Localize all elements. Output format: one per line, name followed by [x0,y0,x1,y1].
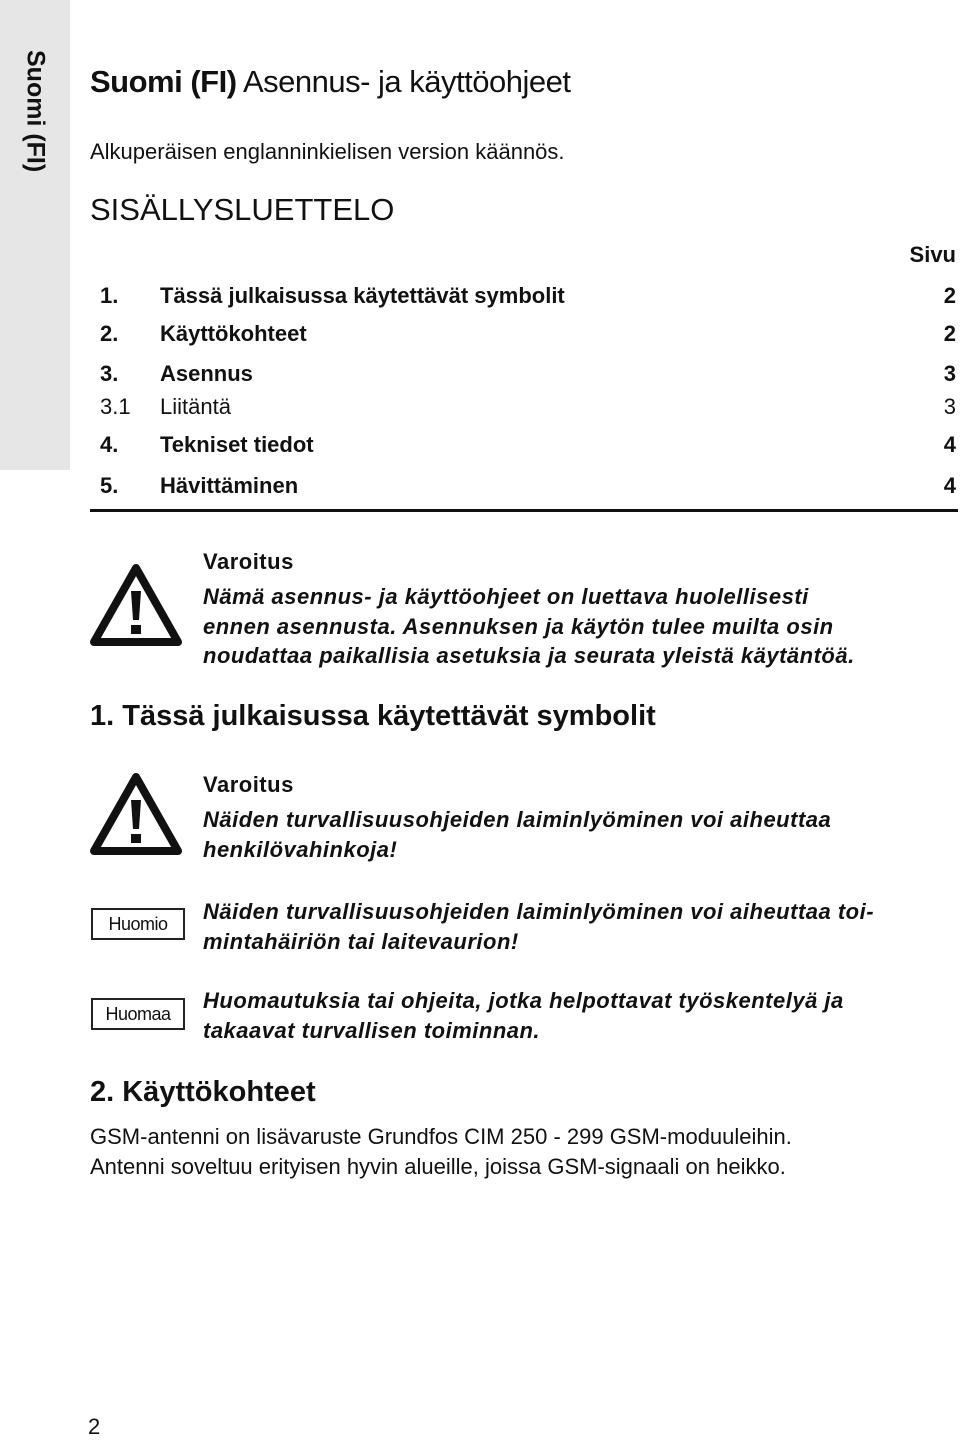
paragraph-line: Antenni soveltuu erityisen hyvin alueille, joissa GSM-signaali on heikko. [90,1153,786,1179]
note-text-line: takaavat turvallisen toiminnan. [203,1017,541,1043]
toc-item-number: 3.1 [100,394,131,419]
toc-item-page: 4 [943,473,956,498]
toc-item-label: Tässä julkaisussa käytettävät symbolit [160,283,565,308]
warning-text-line: ennen asennusta. Asennuksen ja käytön tulee muilta osin [203,613,834,639]
warning-text-line: Näiden turvallisuusohjeiden laiminlyöminen voi aiheuttaa [203,807,832,832]
warning-heading: Varoitus [203,549,294,574]
translation-note: Alkuperäisen englanninkielisen version käännös. [90,139,565,164]
caution-text-line: mintahäiriön tai laitevaurion! [203,928,519,954]
symbol-caution [203,897,874,956]
toc-item [0,473,960,503]
document-title-language: Suomi (FI) [90,64,237,99]
toc-item [0,432,960,462]
warning-triangle-icon [88,562,184,648]
toc-item-label: Tekniset tiedot [160,432,314,457]
warning-text-line: Nämä asennus- ja käyttöohjeet on luettava huolellisesti [203,584,809,609]
section-1-heading: 1. Tässä julkaisussa käytettävät symbolit [90,700,656,732]
section-2-paragraph [90,1122,792,1181]
symbol-warning [203,771,831,864]
intro-warning [203,548,855,671]
note-text-line: Huomautuksia tai ohjeita, jotka helpottavat työskentelyä ja [203,988,844,1013]
toc-item-number: 1. [100,283,119,308]
document-title [90,64,570,100]
toc-title: SISÄLLYSLUETTELO [90,192,395,227]
toc-item-page: 3 [943,361,956,386]
warning-text-line: noudattaa paikallisia asetuksia ja seurata yleistä käytäntöä. [203,643,855,668]
toc-item-number: 5. [100,473,119,498]
caution-tag: Huomio [91,908,185,940]
warning-text [203,582,855,671]
warning-heading: Varoitus [203,772,294,797]
toc-item-page: 3 [943,394,956,419]
toc-item-number: 2. [100,321,119,346]
toc-item-number: 4. [100,432,119,457]
paragraph-line: GSM-antenni on lisävaruste Grundfos CIM 250 - 299 GSM-moduuleihin. [90,1124,792,1149]
toc-item-label: Asennus [160,361,253,386]
toc-item [0,394,960,424]
caution-text-line: Näiden turvallisuusohjeiden laiminlyöminen voi aiheuttaa toi- [203,899,875,924]
page-number: 2 [88,1414,101,1439]
symbol-note [203,986,844,1045]
warning-text-line: henkilövahinkoja! [203,836,398,862]
toc-item-page: 2 [943,283,956,308]
toc-item-label: Hävittäminen [160,473,299,498]
toc-item-label: Liitäntä [160,394,231,419]
toc-item [0,283,960,313]
toc-divider [90,509,958,512]
warning-triangle-icon [88,771,184,857]
toc-item-page: 2 [943,321,956,346]
section-2-heading: 2. Käyttökohteet [90,1076,316,1108]
warning-text [203,805,831,864]
toc-item-page: 4 [943,432,956,457]
toc-page-column-header: Sivu [909,242,956,267]
toc-item-number: 3. [100,361,119,386]
note-tag: Huomaa [91,998,185,1030]
toc-item [0,361,960,391]
document-title-text: Asennus- ja käyttöohjeet [236,64,571,99]
toc-item-label: Käyttökohteet [160,321,307,346]
caution-text [203,897,874,956]
language-tab-label: Suomi (FI) [21,50,50,173]
toc-item [0,321,960,351]
note-text [203,986,844,1045]
